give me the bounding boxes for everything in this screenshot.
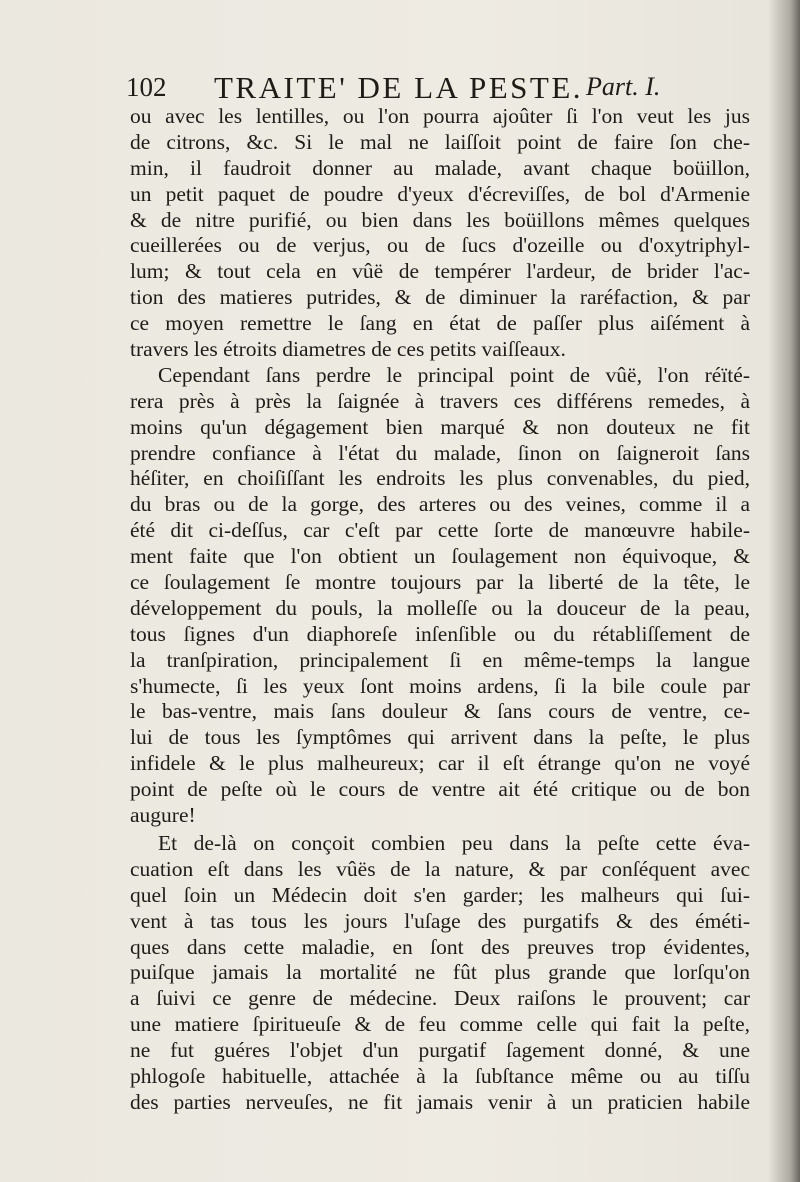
text-line: cuation eſt dans les vûës de la nature, & par conſéquent avec	[130, 856, 750, 881]
text-line: vent à tas tous les jours l'uſage des purgatifs & des éméti-	[130, 908, 750, 933]
text-line: ce moyen remettre le ſang en état de paſſer plus aiſément à	[130, 311, 750, 336]
text-line: un petit paquet de poudre d'yeux d'écreviſſes, de bol d'Armenie	[130, 181, 750, 206]
text-line: lum; & tout cela en vûë de tempérer l'ardeur, de brider l'ac-	[130, 259, 750, 284]
text-line: ment faite que l'on obtient un ſoulagement non équivoque, &	[130, 544, 750, 569]
text-line: ce ſoulagement ſe montre toujours par la liberté de la tête, le	[130, 570, 750, 595]
text-line: la tranſpiration, principalement ſi en même-temps la langue	[130, 647, 750, 672]
text-line: infidele & le plus malheureux; car il eſt étrange qu'on ne voyé	[130, 751, 750, 776]
part-label: Part. I.	[586, 72, 661, 101]
text-line: moins qu'un dégagement bien marqué & non douteux ne fit	[130, 414, 750, 439]
text-line: Et de-là on conçoit combien peu dans la peſte cette éva-	[158, 830, 750, 855]
text-line: une matiere ſpiritueuſe & de feu comme celle qui fait la peſte,	[130, 1012, 750, 1037]
text-line: quel ſoin un Médecin doit s'en garder; les malheurs qui ſui-	[130, 882, 750, 907]
text-line: min, il faudroit donner au malade, avant chaque boüillon,	[130, 155, 750, 180]
text-line: tous ſignes d'un diaphoreſe inſenſible ou du rétabliſſement de	[130, 621, 750, 646]
text-line: & de nitre purifié, ou bien dans les boüillons mêmes quelques	[130, 207, 750, 232]
text-line: héſiter, en choiſiſſant les endroits les plus convenables, du pied,	[130, 466, 750, 491]
text-line: cueillerées ou de verjus, ou de ſucs d'ozeille ou d'oxytriphyl-	[130, 233, 750, 258]
text-line: tion des matieres putrides, & de diminuer la raréfaction, & par	[130, 285, 750, 310]
text-line: travers les étroits diametres de ces petits vaiſſeaux.	[130, 337, 566, 362]
running-head	[126, 70, 746, 106]
running-title: TRAITE' DE LA PESTE.	[214, 70, 584, 105]
text-line: le bas-ventre, mais ſans douleur & ſans cours de ventre, ce-	[130, 699, 750, 724]
text-line: a ſuivi ce genre de médecine. Deux raiſons le prouvent; car	[130, 986, 750, 1011]
text-line: ne fut guéres l'objet d'un purgatif ſagement donné, & une	[130, 1038, 750, 1063]
text-line: ou avec les lentilles, ou l'on pourra ajoûter ſi l'on veut les jus	[130, 104, 750, 128]
text-line: lui de tous les ſymptômes qui arrivent dans la peſte, le plus	[130, 725, 750, 750]
text-line: de citrons, &c. Si le mal ne laiſſoit point de faire ſon che-	[130, 129, 750, 154]
text-line: augure!	[130, 803, 196, 828]
text-line: puiſque jamais la mortalité ne fût plus grande que lorſqu'on	[130, 960, 750, 985]
text-line: des parties nerveuſes, ne fit jamais venir à un praticien habile	[130, 1089, 750, 1114]
text-line: prendre confiance à l'état du malade, ſinon on ſaigneroit ſans	[130, 440, 750, 465]
page-number: 102	[126, 72, 167, 102]
text-line: phlogoſe habituelle, attachée à la ſubſtance même ou au tiſſu	[130, 1063, 750, 1088]
text-line: du bras ou de la gorge, des arteres ou des veines, comme il a	[130, 492, 750, 517]
text-line: s'humecte, ſi les yeux ſont moins ardens, ſi la bile coule par	[130, 673, 750, 698]
body-text	[130, 104, 750, 1116]
text-line: rera près à près la ſaignée à travers ces différens remedes, à	[130, 388, 750, 413]
text-line: Cependant ſans perdre le principal point de vûë, l'on réïté-	[158, 362, 750, 387]
page-gutter-shadow	[768, 0, 800, 1182]
text-line: point de peſte où le cours de ventre ait été critique ou de bon	[130, 777, 750, 802]
text-line: été dit ci-deſſus, car c'eſt par cette ſorte de manœuvre habile-	[130, 518, 750, 543]
text-line: développement du pouls, la molleſſe ou la douceur de la peau,	[130, 595, 750, 620]
text-line: ques dans cette maladie, en ſont des preuves trop évidentes,	[130, 934, 750, 959]
